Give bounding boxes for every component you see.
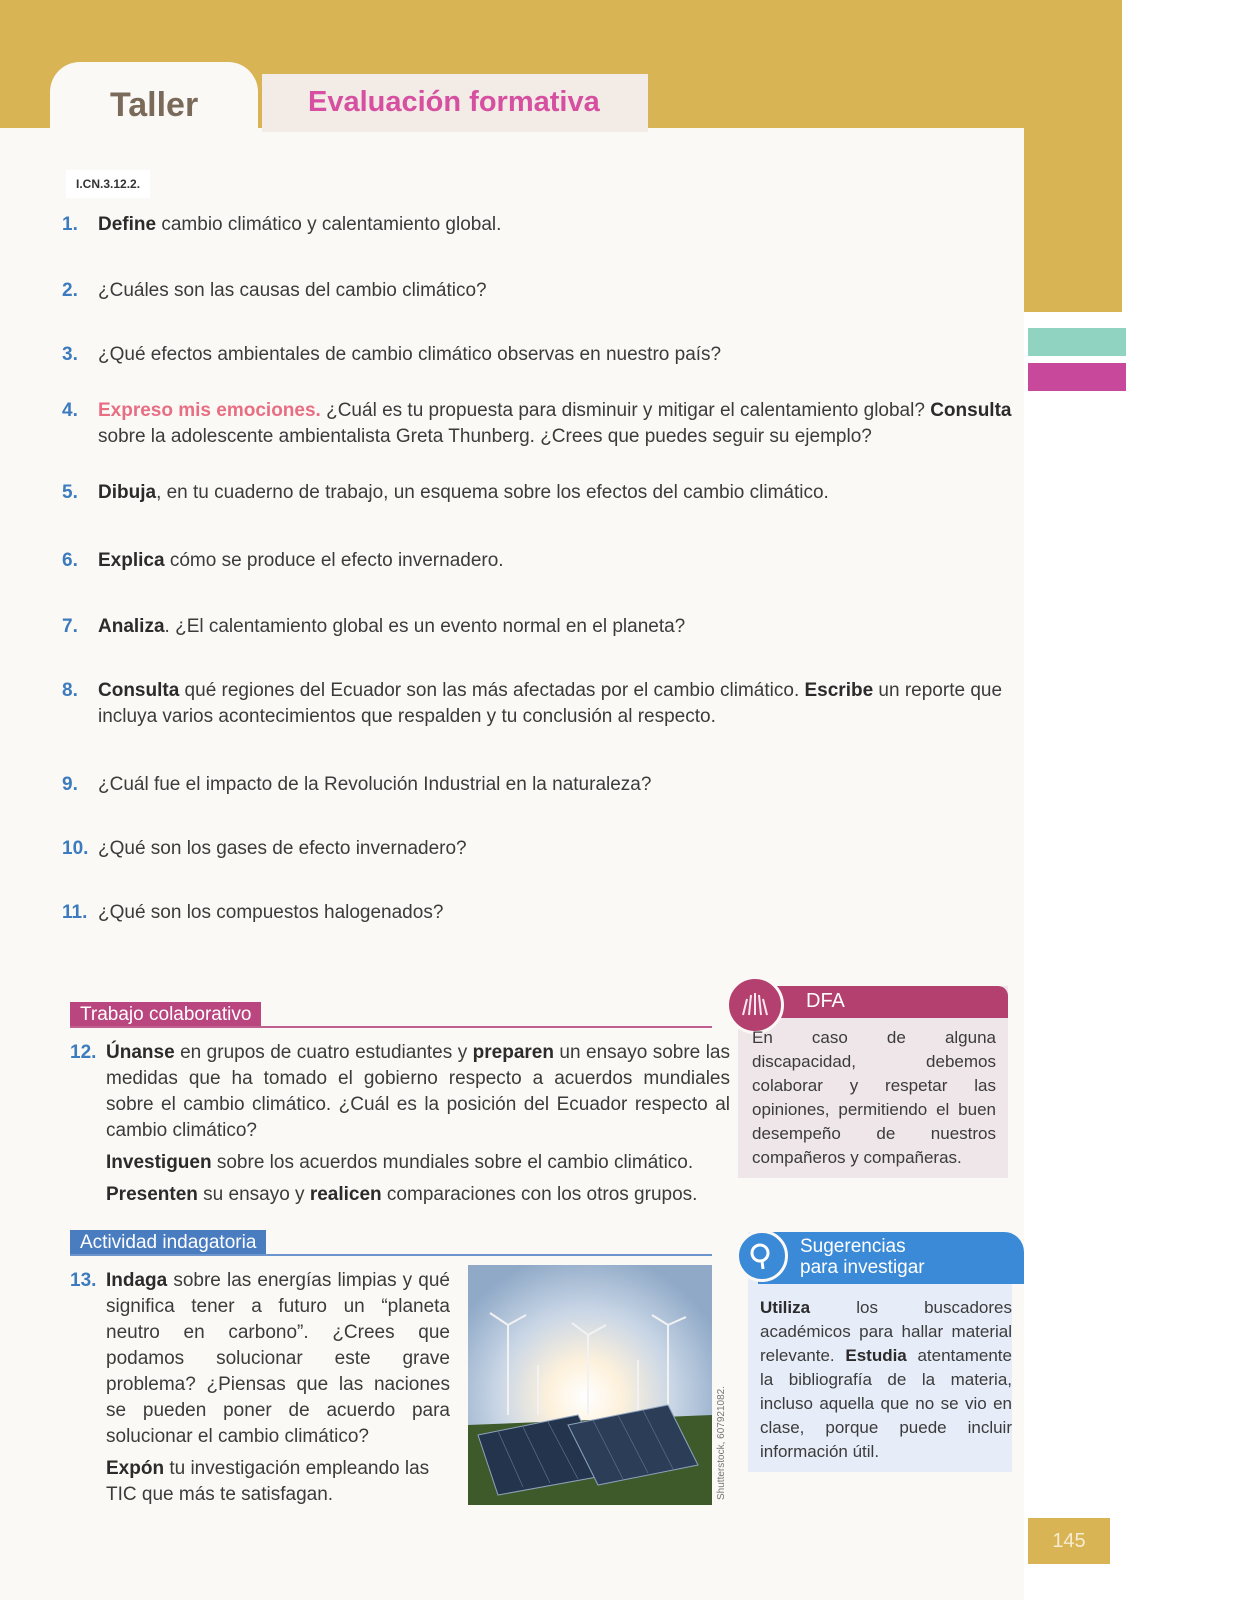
text-run: qué regiones del Ecuador son las más afectadas por el cambio climático. [179,680,805,701]
highlight-text: Expreso mis emociones. [98,400,321,421]
question-number: 3. [62,344,78,365]
dfa-text: En caso de alguna discapacidad, debemos colaborar y respetar las opiniones, permitiendo el buen desempeño de nuestros compañeros y compañeras. [752,1028,996,1167]
trabajo-p1 [106,1040,730,1144]
bold-verb: Explica [98,550,165,571]
question-text [98,398,1022,450]
pink-stripe [1028,363,1126,391]
question-number: 6. [62,550,78,571]
actividad-indagatoria-header: Actividad indagatoria [70,1230,266,1256]
question-10 [62,836,1022,862]
text-run: ¿Cuál es tu propuesta para disminuir y mitigar el calentamiento global? [320,400,931,421]
tab-taller-label: Taller [110,86,199,124]
question-text [98,900,1022,926]
magnifier-icon [736,1230,788,1282]
actividad-divider [70,1254,712,1256]
bold-verb: Únanse [106,1042,175,1063]
text-run: cambio climático y calentamiento global. [156,214,502,235]
dfa-header [764,986,1008,1018]
question-text [98,548,1022,574]
text-run: ¿Qué efectos ambientales de cambio climático observas en nuestro país? [98,344,722,365]
text-run: ¿Cuáles son las causas del cambio climático? [98,280,487,301]
question-number: 2. [62,280,78,301]
question-number: 5. [62,482,78,503]
question-number: 4. [62,400,78,421]
question-11 [62,900,1022,926]
actividad-p2 [106,1456,450,1508]
text-run: tu investigación empleando las TIC que más te satisfagan. [106,1458,430,1505]
question-text [98,278,1022,304]
indicator-code: I.CN.3.12.2. [66,170,150,198]
bold-verb: realicen [309,1184,382,1205]
question-text [98,614,1022,640]
text-run: su ensayo y [197,1184,310,1205]
sugerencias-title-line1: Sugerencias [800,1236,906,1257]
hands-icon-graphic [729,979,781,1031]
question-4 [62,398,1022,450]
question-3 [62,342,1022,368]
text-run: en grupos de cuatro estudiantes y [174,1042,473,1063]
text-run: comparaciones con los otros grupos. [381,1184,698,1205]
text-run: ¿Qué son los gases de efecto invernadero? [98,838,467,859]
question-number: 1. [62,214,78,235]
question-1 [62,212,1022,238]
question-13 [70,1268,450,1508]
bold-verb: Presenten [106,1184,198,1205]
question-number: 13. [70,1270,97,1291]
bold-verb: Dibuja [98,482,157,503]
bold-verb: Expón [106,1458,165,1479]
text-run: ¿Qué son los compuestos halogenados? [98,902,444,923]
tab-evaluacion-label: Evaluación formativa [308,86,600,118]
solar-wind-illustration [468,1265,712,1505]
question-2 [62,278,1022,304]
trabajo-p3 [106,1182,730,1208]
question-5 [62,480,1022,506]
bold-verb: Investiguen [106,1152,212,1173]
teal-stripe [1028,328,1126,356]
page-number: 145 [1028,1518,1110,1564]
question-text [98,772,1022,798]
question-8 [62,678,1022,730]
bold-verb: Consulta [98,680,180,701]
question-6 [62,548,1022,574]
question-text [98,212,1022,238]
text-run: los buscadores académicos para hallar material relevante. [760,1298,1012,1365]
question-text [98,678,1022,730]
bold-verb: Consulta [930,400,1012,421]
question-12 [70,1040,730,1208]
bold-verb: Define [98,214,157,235]
question-number: 12. [70,1042,97,1063]
photo-credit: Shutterstock, 607921082. [716,1386,727,1500]
question-number: 7. [62,616,78,637]
text-run: . ¿El calentamiento global es un evento normal en el planeta? [164,616,686,637]
question-number: 9. [62,774,78,795]
actividad-p1 [106,1268,450,1450]
question-text [98,836,1022,862]
bold-verb: Estudia [845,1346,907,1365]
question-7 [62,614,1022,640]
text-run: atentamente la bibliografía de la materia, incluso aquella que no se vio en clase, porque puede incluir información útil. [760,1346,1012,1461]
text-run: sobre la adolescente ambientalista Greta Thunberg. ¿Crees que puedes seguir su ejemplo? [98,426,872,447]
question-text [98,480,1022,506]
text-run: ¿Cuál fue el impacto de la Revolución Industrial en la naturaleza? [98,774,652,795]
bold-verb: Indaga [106,1270,168,1291]
text-run: un reporte que incluya varios acontecimientos que respalden y tu conclusión al respecto. [98,680,1003,727]
tab-evaluacion-formativa [262,74,648,132]
sugerencias-title-line2: para investigar [800,1257,925,1278]
question-9 [62,772,1022,798]
question-number: 8. [62,680,78,701]
magnifier-icon-graphic [739,1233,785,1279]
bold-verb: preparen [472,1042,554,1063]
question-number: 10. [62,838,89,859]
text-run: un ensayo sobre las medidas que ha tomado el gobierno respecto a acuerdos mundiales sobre el cambio climático. ¿Cuál es la posición del Ecuador respecto al cambio climático? [106,1042,730,1141]
question-text [98,342,1022,368]
sugerencias-text [760,1296,1012,1464]
bold-verb: Utiliza [760,1298,811,1317]
dfa-title: DFA [806,990,845,1012]
trabajo-p2 [106,1150,730,1176]
text-run: cómo se produce el efecto invernadero. [164,550,504,571]
question-number: 11. [62,902,88,923]
bold-verb: Escribe [804,680,874,701]
text-run: , en tu cuaderno de trabajo, un esquema sobre los efectos del cambio climático. [156,482,829,503]
solar-wind-photo [468,1265,712,1505]
bold-verb: Analiza [98,616,165,637]
text-run: sobre los acuerdos mundiales sobre el cambio climático. [211,1152,694,1173]
tab-taller [50,62,258,132]
text-run: sobre las energías limpias y qué significa tener a futuro un “planeta neutro en carbono”. ¿Crees que podamos solucionar este grave problema? ¿Piensas que las naciones se pueden poner de acuerdo para solucionar el cambio climático? [106,1270,450,1447]
margin-band [1024,0,1122,312]
sugerencias-title [800,1236,925,1278]
trabajo-colaborativo-header: Trabajo colaborativo [70,1002,261,1028]
trabajo-divider [70,1026,712,1028]
